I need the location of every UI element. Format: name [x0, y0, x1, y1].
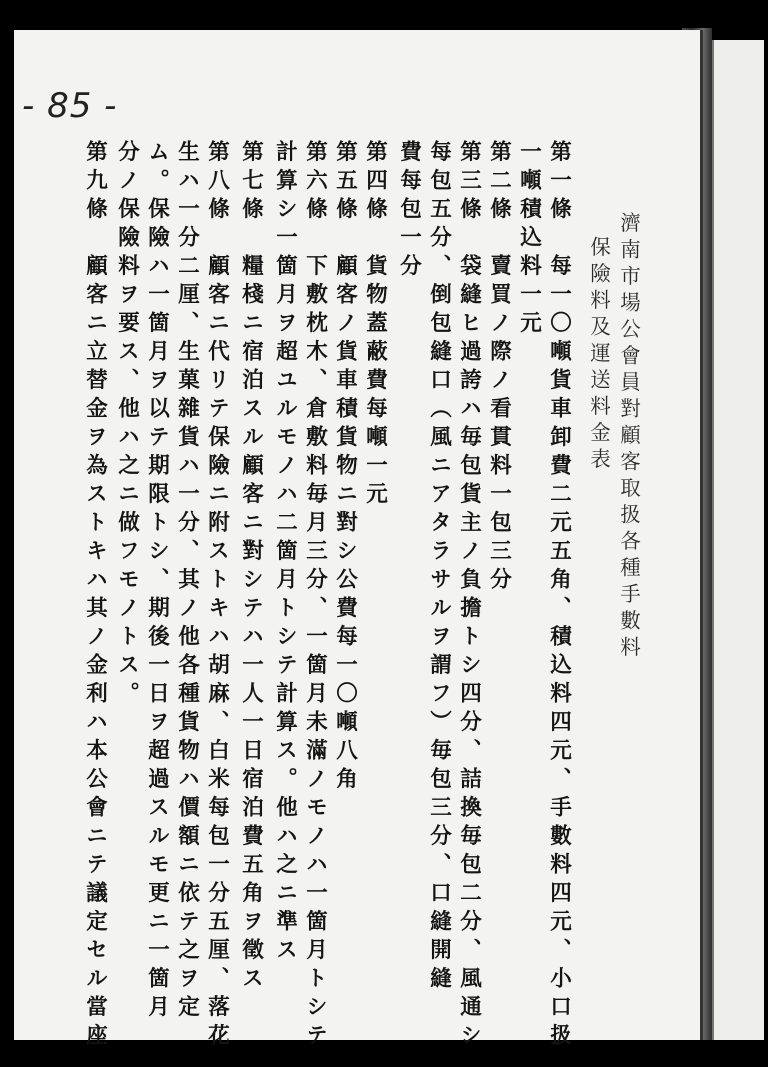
adjacent-page-edge [712, 40, 764, 1040]
text-line-6: 費每包一分 [396, 140, 422, 283]
text-line-14: ム。保險ハ一箇月ヲ以テ期限トシ、期後一日ヲ超過スルモ更ニ一箇月 [144, 140, 170, 1024]
text-line-8: 第五條 顧客ノ貨車積貨物ニ對シ公費每一〇噸八角 [332, 140, 358, 796]
heading-line-2: 保險料及運送料金表 [586, 236, 611, 475]
text-line-4: 第三條 袋縫ヒ過誇ハ毎包貨主ノ負擔トシ四分、詰換毎包二分、風通シ [456, 140, 482, 1052]
text-line-9: 第六條 下敷枕木、倉敷料毎月三分、一箇月未滿ノモノハ一箇月トシテ [302, 140, 328, 1052]
text-line-16: 第九條 顧客ニ立替金ヲ為ストキハ其ノ金利ハ本公會ニテ議定セル當座 [82, 140, 108, 1052]
text-line-2: 一噸積込料一元 [516, 140, 542, 340]
text-line-10: 計算シ一箇月ヲ超ユルモノハ二箇月トシテ計算ス。他ハ之ニ準ス [272, 140, 298, 967]
text-line-12: 第八條 顧客ニ代リテ保險ニ附ストキハ胡麻、白米每包一分五厘、落花 [204, 140, 230, 1052]
page-number: - 85 - [22, 86, 118, 126]
heading-line-1: 濟南市場公會員對顧客取扱各種手數料 [616, 212, 641, 663]
text-line-7: 第四條 貨物蓋蔽費每噸一元 [362, 140, 388, 511]
text-line-11: 第七條 糧棧ニ宿泊スル顧客ニ對シテハ一人一日宿泊費五角ヲ徵ス [238, 140, 264, 995]
text-line-15: 分ノ保險料ヲ要ス、他ハ之ニ做フモノトス。 [114, 140, 140, 710]
text-line-13: 生ハ一分二厘、生菓雜貨ハ一分、其ノ他各種貨物ハ價額ニ依テ之ヲ定 [174, 140, 200, 1024]
text-line-3: 第二條 賣買ノ際ノ看貫料一包三分 [486, 140, 512, 596]
text-line-1: 第一條 每一〇噸貨車卸費二元五角、積込料四元、手數料四元、小口扱 [546, 140, 572, 1052]
text-line-5: 每包五分、倒包縫口（風ニアタラサルヲ謂フ）毎包三分、口縫開縫 [426, 140, 452, 995]
